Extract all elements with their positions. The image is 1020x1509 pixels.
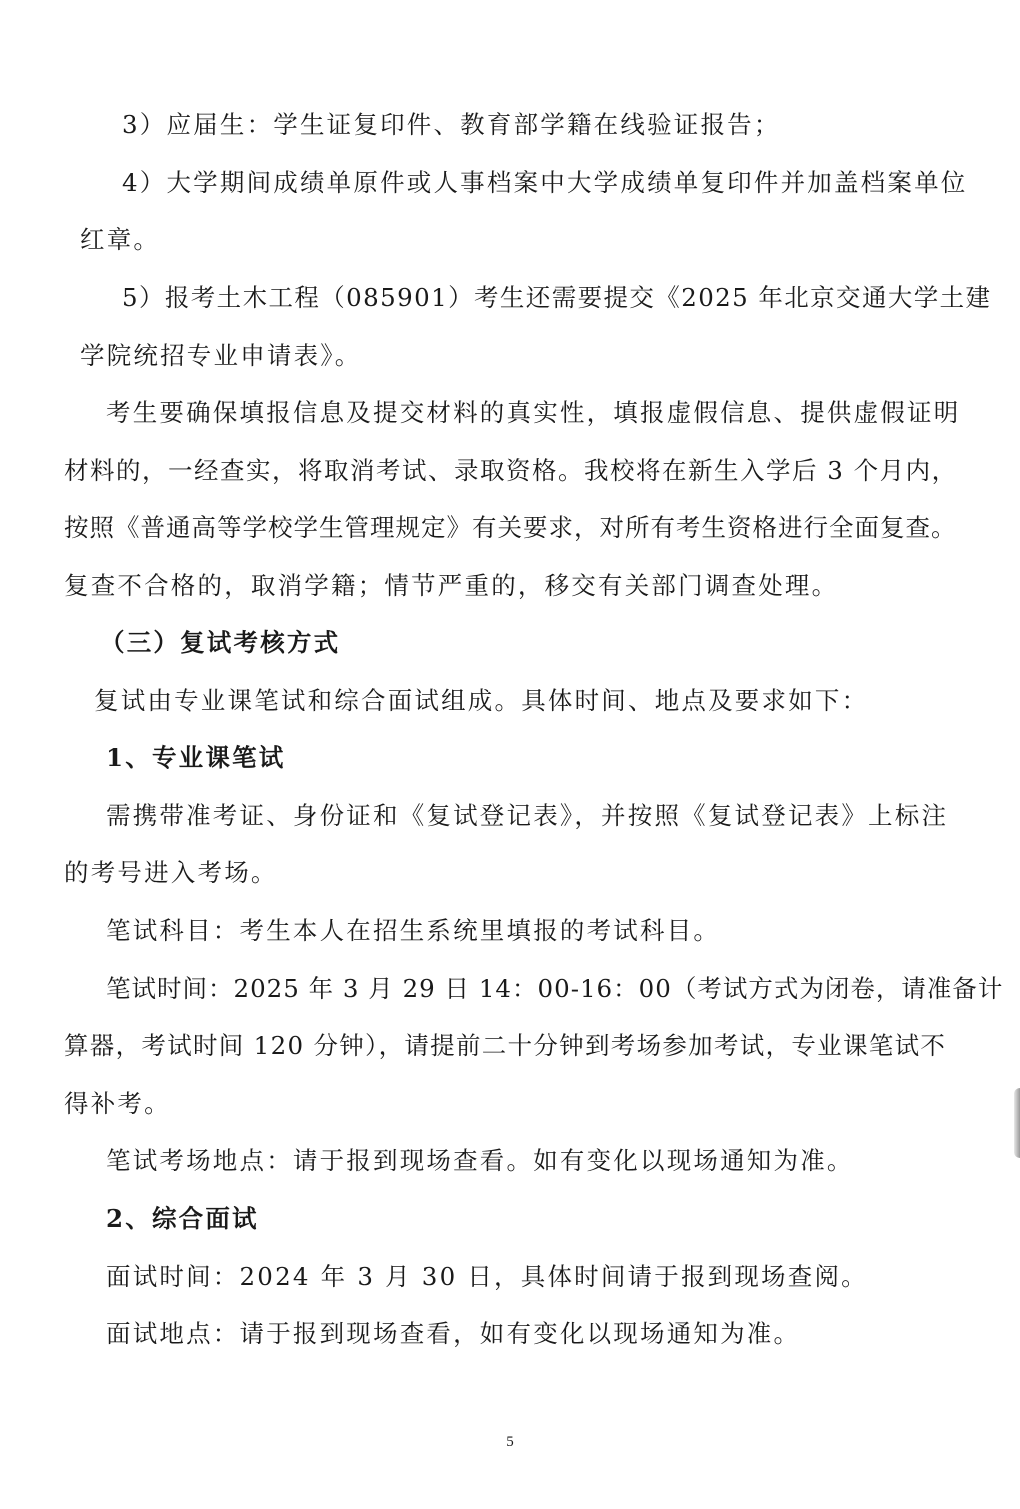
written-location: 笔试考场地点：请于报到现场查看。如有变化以现场通知为准。 xyxy=(106,1146,854,1175)
subsection-1-heading: 1、专业课笔试 xyxy=(106,743,286,772)
notice-line-4: 复查不合格的，取消学籍；情节严重的，移交有关部门调查处理。 xyxy=(64,571,839,600)
notice-line-2: 材料的，一经查实，将取消考试、录取资格。我校将在新生入学后 3 个月内， xyxy=(64,456,958,485)
page-edge-shadow xyxy=(1014,1088,1020,1158)
section-3-heading: （三）复试考核方式 xyxy=(100,628,341,657)
interview-time: 面试时间：2024 年 3 月 30 日，具体时间请于报到现场查阅。 xyxy=(106,1262,868,1291)
item-5-line-1: 5）报考土木工程（085901）考生还需要提交《2025 年北京交通大学土建 xyxy=(122,283,992,312)
written-time-line-2: 算器，考试时间 120 分钟），请提前二十分钟到考场参加考试，专业课笔试不 xyxy=(64,1031,947,1060)
written-subject: 笔试科目：考生本人在招生系统里填报的考试科目。 xyxy=(106,916,721,945)
item-3-line-1: 3）应届生：学生证复印件、教育部学籍在线验证报告； xyxy=(122,110,781,139)
item-5-line-2: 学院统招专业申请表》。 xyxy=(80,341,362,370)
notice-line-3: 按照《普通高等学校学生管理规定》有关要求，对所有考生资格进行全面复查。 xyxy=(64,513,957,542)
written-time-line-1: 笔试时间：2025 年 3 月 29 日 14：00-16：00（考试方式为闭卷，请准备计 xyxy=(106,974,1004,1003)
subsection-2-heading: 2、综合面试 xyxy=(106,1204,259,1233)
page-number: 5 xyxy=(506,1434,514,1450)
interview-location: 面试地点：请于报到现场查看，如有变化以现场通知为准。 xyxy=(106,1319,801,1348)
written-req-line-2: 的考号进入考场。 xyxy=(64,858,278,887)
written-time-line-3: 得补考。 xyxy=(64,1089,171,1118)
written-req-line-1: 需携带准考证、身份证和《复试登记表》，并按照《复试登记表》上标注 xyxy=(106,801,949,830)
section-3-intro: 复试由专业课笔试和综合面试组成。具体时间、地点及要求如下： xyxy=(94,686,869,715)
item-4-line-2: 红章。 xyxy=(80,225,161,254)
item-4-line-1: 4）大学期间成绩单原件或人事档案中大学成绩单复印件并加盖档案单位 xyxy=(122,168,968,197)
notice-line-1: 考生要确保填报信息及提交材料的真实性，填报虚假信息、提供虚假证明 xyxy=(106,398,961,427)
